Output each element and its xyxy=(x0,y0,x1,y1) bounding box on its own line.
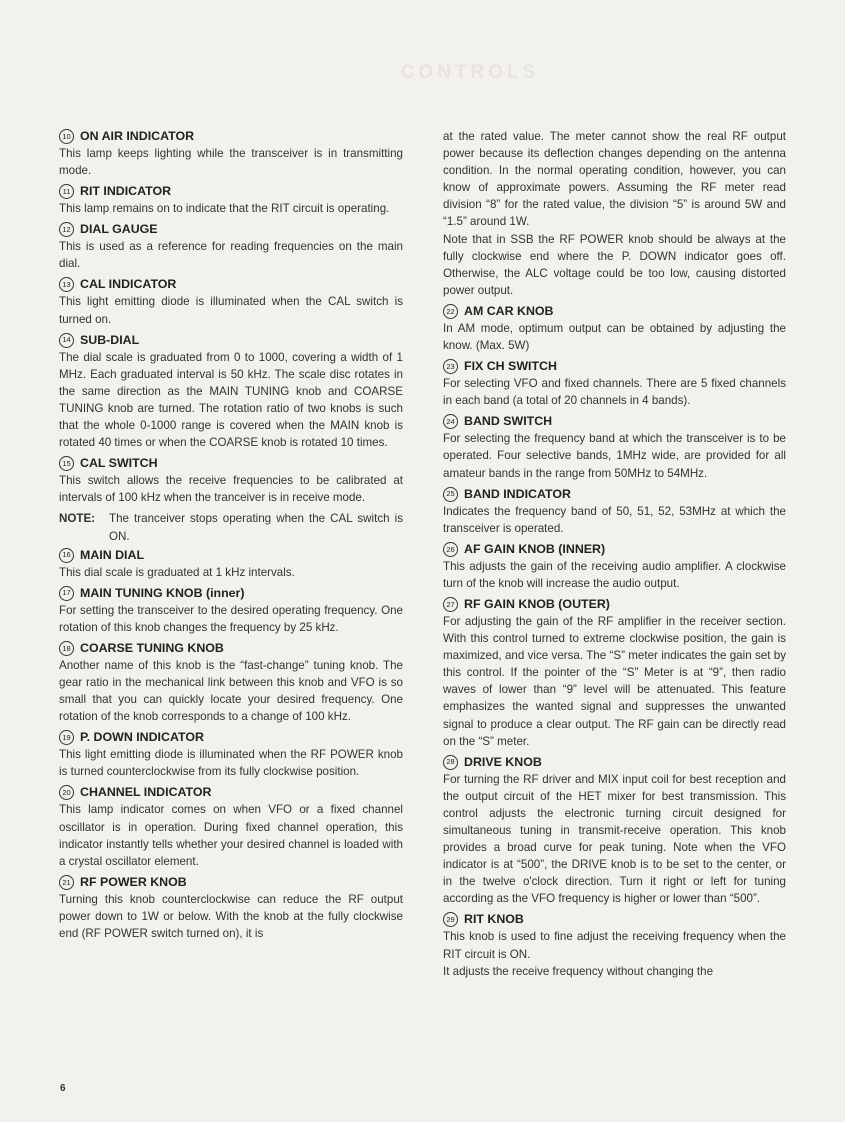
ssb-note-text: Note that in SSB the RF POWER knob should be always at the fully clockwise end where the P. DOWN indicator goes off. Otherwise, the ALC voltage could be too low, causing distorted power output. xyxy=(443,232,786,297)
section-title: ON AIR INDICATOR xyxy=(80,129,195,143)
section-title: CAL SWITCH xyxy=(80,456,158,471)
section-text: Another name of this knob is the “fast-change” tuning knob. The gear ratio in the mechanical link between this knob and VFO is so small that you can quickly locate your desired frequency. One rotation of the knob corresponds to a change of 100 kHz. xyxy=(59,658,403,724)
item-number-25: 25 xyxy=(443,487,458,502)
right-column xyxy=(443,128,786,984)
item-number-27: 27 xyxy=(443,597,458,612)
item-number-14: 14 xyxy=(59,333,74,348)
section-band-indicator xyxy=(443,486,786,537)
item-number-24: 24 xyxy=(443,414,458,429)
section-title: AF GAIN KNOB (INNER) xyxy=(464,541,606,556)
section-text: Indicates the frequency band of 50, 51, 52, 53MHz at which the transceiver is operated. xyxy=(443,504,786,535)
section-title: SUB-DIAL xyxy=(80,332,140,347)
item-number-26: 26 xyxy=(443,542,458,557)
section-text: This is used as a reference for reading frequencies on the main dial. xyxy=(59,240,403,271)
section-title: P. DOWN INDICATOR xyxy=(80,730,204,745)
section-title: RF GAIN KNOB (OUTER) xyxy=(464,596,610,611)
item-number-29: 29 xyxy=(443,912,458,927)
section-title: DRIVE KNOB xyxy=(464,754,542,769)
section-fix-ch-switch xyxy=(443,358,786,409)
section-title: BAND INDICATOR xyxy=(464,486,571,501)
section-on-air-indicator xyxy=(59,128,403,179)
item-number-20: 20 xyxy=(59,785,74,800)
section-title: MAIN DIAL xyxy=(80,547,145,562)
section-text: This light emitting diode is illuminated when the RF POWER knob is turned counterclockwise from its fully clockwise position. xyxy=(59,748,403,779)
section-main-dial xyxy=(59,547,403,581)
section-cal-switch xyxy=(59,455,403,506)
section-text-continued: It adjusts the receive frequency without changing the xyxy=(443,964,714,978)
section-text: This knob is used to fine adjust the receiving frequency when the RIT circuit is ON. xyxy=(443,930,786,961)
section-text: Turning this knob counterclockwise can reduce the RF output power down to 1W or below. With the knob at the fully clockwise end (RF POWER switch turned on), it is xyxy=(59,892,403,940)
continued-text: at the rated value. The meter cannot show the real RF output power because its deflection changes depending on the antenna condition. In the normal operating condition, however, you can know of approximate powers. Assuming the RF meter read division “8” for the rated value, the division “5” is around 5W and “1.5” around 1W. xyxy=(443,130,786,229)
item-number-23: 23 xyxy=(443,359,458,374)
section-cal-indicator xyxy=(59,276,403,327)
section-title: MAIN TUNING KNOB (inner) xyxy=(80,585,245,600)
section-coarse-tuning-knob xyxy=(59,640,403,725)
section-title: RIT INDICATOR xyxy=(80,184,172,199)
item-number-13: 13 xyxy=(59,277,74,292)
section-af-gain-knob xyxy=(443,541,786,592)
note-text: The tranceiver stops operating when the CAL switch is ON. xyxy=(109,512,403,543)
cal-note xyxy=(59,510,403,544)
section-title: FIX CH SWITCH xyxy=(464,359,557,374)
section-rf-power-knob xyxy=(59,874,403,942)
section-text: For turning the RF driver and MIX input coil for best reception and the output circuit of the HET mixer for best transmission. This control adjusts the electronic turning circuit designed for simultaneous tuning in transmit-receive operation. This knob provides a broad curve for peak tuning. Note when the VFO indicator is at “500”, the DRIVE knob is to be set to the center, or in the twelve o'clock direction. Turn it right or left for tuning according as the VFO frequency is higher or lower than “500”. xyxy=(443,772,786,906)
section-title: RIT KNOB xyxy=(464,912,524,927)
section-text: For selecting VFO and fixed channels. There are 5 fixed channels in each band (a total of 20 channels in 4 bands). xyxy=(443,377,786,408)
item-number-18: 18 xyxy=(59,641,74,656)
item-number-16: 16 xyxy=(59,548,74,563)
section-title: DIAL GAUGE xyxy=(80,222,158,237)
section-title: AM CAR KNOB xyxy=(464,303,554,318)
page-number: 6 xyxy=(60,1083,66,1094)
section-text: This lamp keeps lighting while the transceiver is in transmitting mode. xyxy=(59,147,403,178)
section-band-switch xyxy=(443,413,786,481)
section-text: For selecting the frequency band at which the transceiver is to be operated. Four selective bands, 1MHz wide, are provided for all amateur bands in the range from 50MHz to 54MHz. xyxy=(443,432,786,480)
section-title: BAND SWITCH xyxy=(464,414,553,429)
faded-header: CONTROLS xyxy=(400,62,540,83)
section-sub-dial xyxy=(59,332,403,452)
section-text: This lamp indicator comes on when VFO or a fixed channel oscillator is in operation. During fixed channel operation, this indicator instantly tells whether your desired channel is loaded with a crystal oscillator element. xyxy=(59,803,403,868)
section-title: RF POWER KNOB xyxy=(80,874,187,889)
section-main-tuning-knob xyxy=(59,585,403,636)
section-text: This dial scale is graduated at 1 kHz intervals. xyxy=(59,565,295,579)
section-rit-indicator xyxy=(59,183,403,217)
section-channel-indicator xyxy=(59,784,403,869)
section-text: For setting the transceiver to the desired operating frequency. One rotation of this knob changes the frequency by 25 kHz. xyxy=(59,603,403,634)
item-number-28: 28 xyxy=(443,755,458,770)
item-number-22: 22 xyxy=(443,304,458,319)
section-title: CAL INDICATOR xyxy=(80,277,177,292)
section-text: This light emitting diode is illuminated when the CAL switch is turned on. xyxy=(59,295,403,326)
item-number-21: 21 xyxy=(59,875,74,890)
section-title: COARSE TUNING KNOB xyxy=(80,640,224,655)
section-text: The dial scale is graduated from 0 to 1000, covering a width of 1 MHz. Each graduated interval is 50 kHz. The scale disc rotates in the same direction as the MAIN TUNING knob and COARSE TUNING knob are turned. The rotation ratio of two knobs is such that the whole 0-1000 range is covered when the MAIN knob is rotated 40 times or when the COARSE knob is rotated 10 times. xyxy=(59,350,403,450)
section-text: This lamp remains on to indicate that the RIT circuit is operating. xyxy=(59,202,390,216)
item-number-15: 15 xyxy=(59,456,74,471)
section-title: CHANNEL INDICATOR xyxy=(80,785,212,800)
left-column xyxy=(59,128,403,946)
section-rf-gain-knob xyxy=(443,596,786,750)
item-number-10: 10 xyxy=(59,129,74,144)
section-dial-gauge xyxy=(59,221,403,272)
section-drive-knob xyxy=(443,754,786,908)
note-label: NOTE: xyxy=(59,512,96,526)
item-number-19: 19 xyxy=(59,730,74,745)
section-text: This adjusts the gain of the receiving audio amplifier. A clockwise turn of the knob will increase the audio output. xyxy=(443,559,786,590)
section-text: In AM mode, optimum output can be obtained by adjusting the know. (Max. 5W) xyxy=(443,321,786,353)
item-number-11: 11 xyxy=(59,184,74,199)
item-number-17: 17 xyxy=(59,586,74,601)
section-text: This switch allows the receive frequencies to be calibrated at intervals of 100 kHz when the tranceiver is in receive mode. xyxy=(59,474,403,505)
item-number-12: 12 xyxy=(59,222,74,237)
section-text: For adjusting the gain of the RF amplifier in the receiver section. With this control turned to extreme clockwise position, the gain is maximized, and vice versa. The “S” meter indicates the gain set by this control. If the pointer of the “S” Meter is at “9”, then radio waves of lower than “9” level will be attenuated. This feature emphasizes the wanted signal and suppresses the unwanted signal to produce a clear output. The RF gain can be directly read on the “S” meter. xyxy=(443,614,786,748)
section-am-car-knob xyxy=(443,303,786,354)
section-p-down-indicator xyxy=(59,729,403,780)
section-rit-knob xyxy=(443,911,786,979)
